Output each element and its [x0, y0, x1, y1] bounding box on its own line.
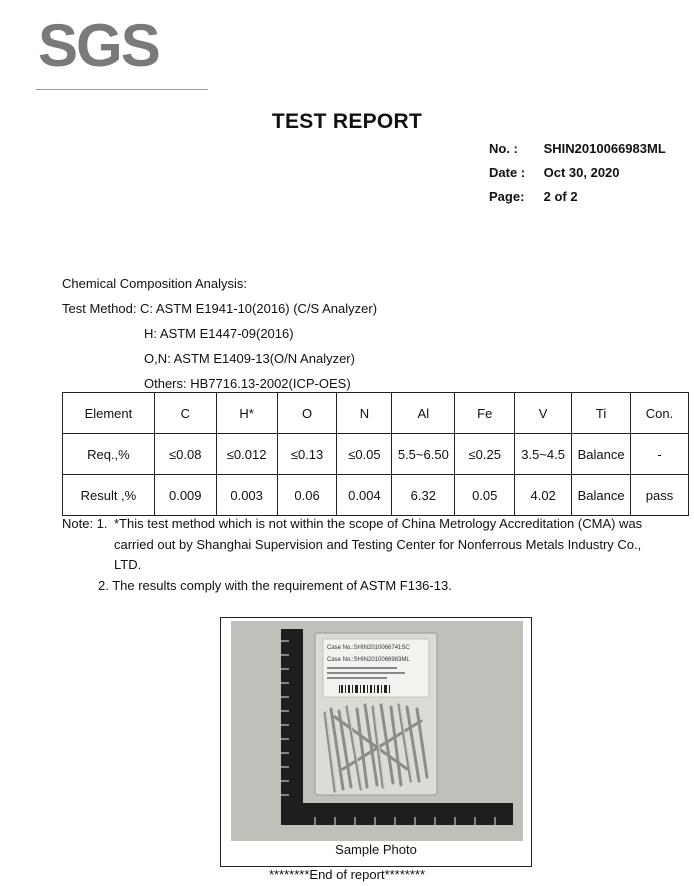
table-cell: ≤0.25: [455, 434, 515, 475]
table-row: [63, 434, 689, 475]
report-date-label: Date :: [489, 165, 526, 180]
table-cell: 6.32: [392, 475, 455, 516]
table-cell: 0.009: [154, 475, 216, 516]
table-cell: ≤0.012: [216, 434, 277, 475]
note-1: [62, 514, 690, 535]
table-header-cell: Element: [63, 393, 155, 434]
table-header-cell: Con.: [631, 393, 689, 434]
report-title: TEST REPORT: [271, 110, 423, 133]
table-cell: 4.02: [515, 475, 572, 516]
report-date: Oct 30, 2020: [543, 165, 620, 180]
table-header-cell: H*: [216, 393, 277, 434]
photo-caption: Sample Photo: [335, 842, 417, 857]
table-cell: -: [631, 434, 689, 475]
table-cell: pass: [631, 475, 689, 516]
table-cell: Balance: [572, 475, 631, 516]
table-cell: 5.5~6.50: [392, 434, 455, 475]
report-number-row: [489, 137, 666, 161]
method-c: Test Method: C: ASTM E1941-10(2016) (C/S Analyzer): [62, 301, 378, 316]
note-2: 2. The results comply with the requirement of ASTM F136-13.: [98, 577, 452, 593]
sgs-logo-mark: [36, 14, 216, 74]
note-1-line-2: carried out by Shanghai Supervision and Testing Center for Nonferrous Metals Industry Co.,: [114, 536, 642, 552]
sample-photo: [231, 621, 523, 841]
note-1-line-1: *This test method which is not within the scope of China Metrology Accreditation (CMA) was: [114, 516, 643, 531]
method-on: O,N: ASTM E1409-13(O/N Analyzer): [144, 351, 355, 366]
composition-table: [62, 392, 689, 516]
table-cell: 3.5~4.5: [515, 434, 572, 475]
bag-label-text-2: Case No.:SHIN2010066983ML: [327, 657, 410, 663]
method-h: H: ASTM E1447-09(2016): [144, 326, 294, 341]
table-cell: ≤0.05: [337, 434, 392, 475]
note-1-prefix: Note: 1.: [62, 516, 108, 531]
sample-photo-frame: [220, 617, 532, 867]
method-others: Others: HB7716.13-2002(ICP-OES): [144, 376, 351, 391]
analysis-section: [62, 271, 377, 396]
report-number: SHIN2010066983ML: [543, 141, 666, 156]
table-header-cell: O: [277, 393, 337, 434]
note-1-line-3: LTD.: [114, 557, 142, 572]
ruler-horizontal: [281, 803, 513, 825]
table-header-cell: N: [337, 393, 392, 434]
notes-section: [62, 514, 690, 596]
table-cell: 0.05: [455, 475, 515, 516]
table-cell: Balance: [572, 434, 631, 475]
table-header-cell: Al: [392, 393, 455, 434]
report-page-row: [489, 185, 666, 209]
table-header-cell: C: [154, 393, 216, 434]
table-header-row: [63, 393, 689, 434]
bag-label-text-1: Case No.:SHIN2010066741SC: [327, 645, 410, 651]
table-cell: Result ,%: [63, 475, 155, 516]
report-number-label: No. :: [489, 141, 518, 156]
report-date-row: [489, 161, 666, 185]
table-cell: 0.06: [277, 475, 337, 516]
table-cell: ≤0.08: [154, 434, 216, 475]
table-row: [63, 475, 689, 516]
table-header-cell: Fe: [455, 393, 515, 434]
table-header-cell: Ti: [572, 393, 631, 434]
table-cell: Req.,%: [63, 434, 155, 475]
report-meta: [489, 137, 666, 209]
analysis-heading: Chemical Composition Analysis:: [62, 276, 247, 291]
report-page: 2 of 2: [543, 189, 578, 204]
end-of-report: ********End of report********: [268, 867, 426, 882]
table-cell: 0.004: [337, 475, 392, 516]
table-cell: ≤0.13: [277, 434, 337, 475]
report-page-label: Page:: [489, 189, 525, 204]
table-cell: 0.003: [216, 475, 277, 516]
logo-underline: [36, 89, 208, 90]
table-header-cell: V: [515, 393, 572, 434]
sgs-logo-text: SGS: [38, 14, 159, 74]
